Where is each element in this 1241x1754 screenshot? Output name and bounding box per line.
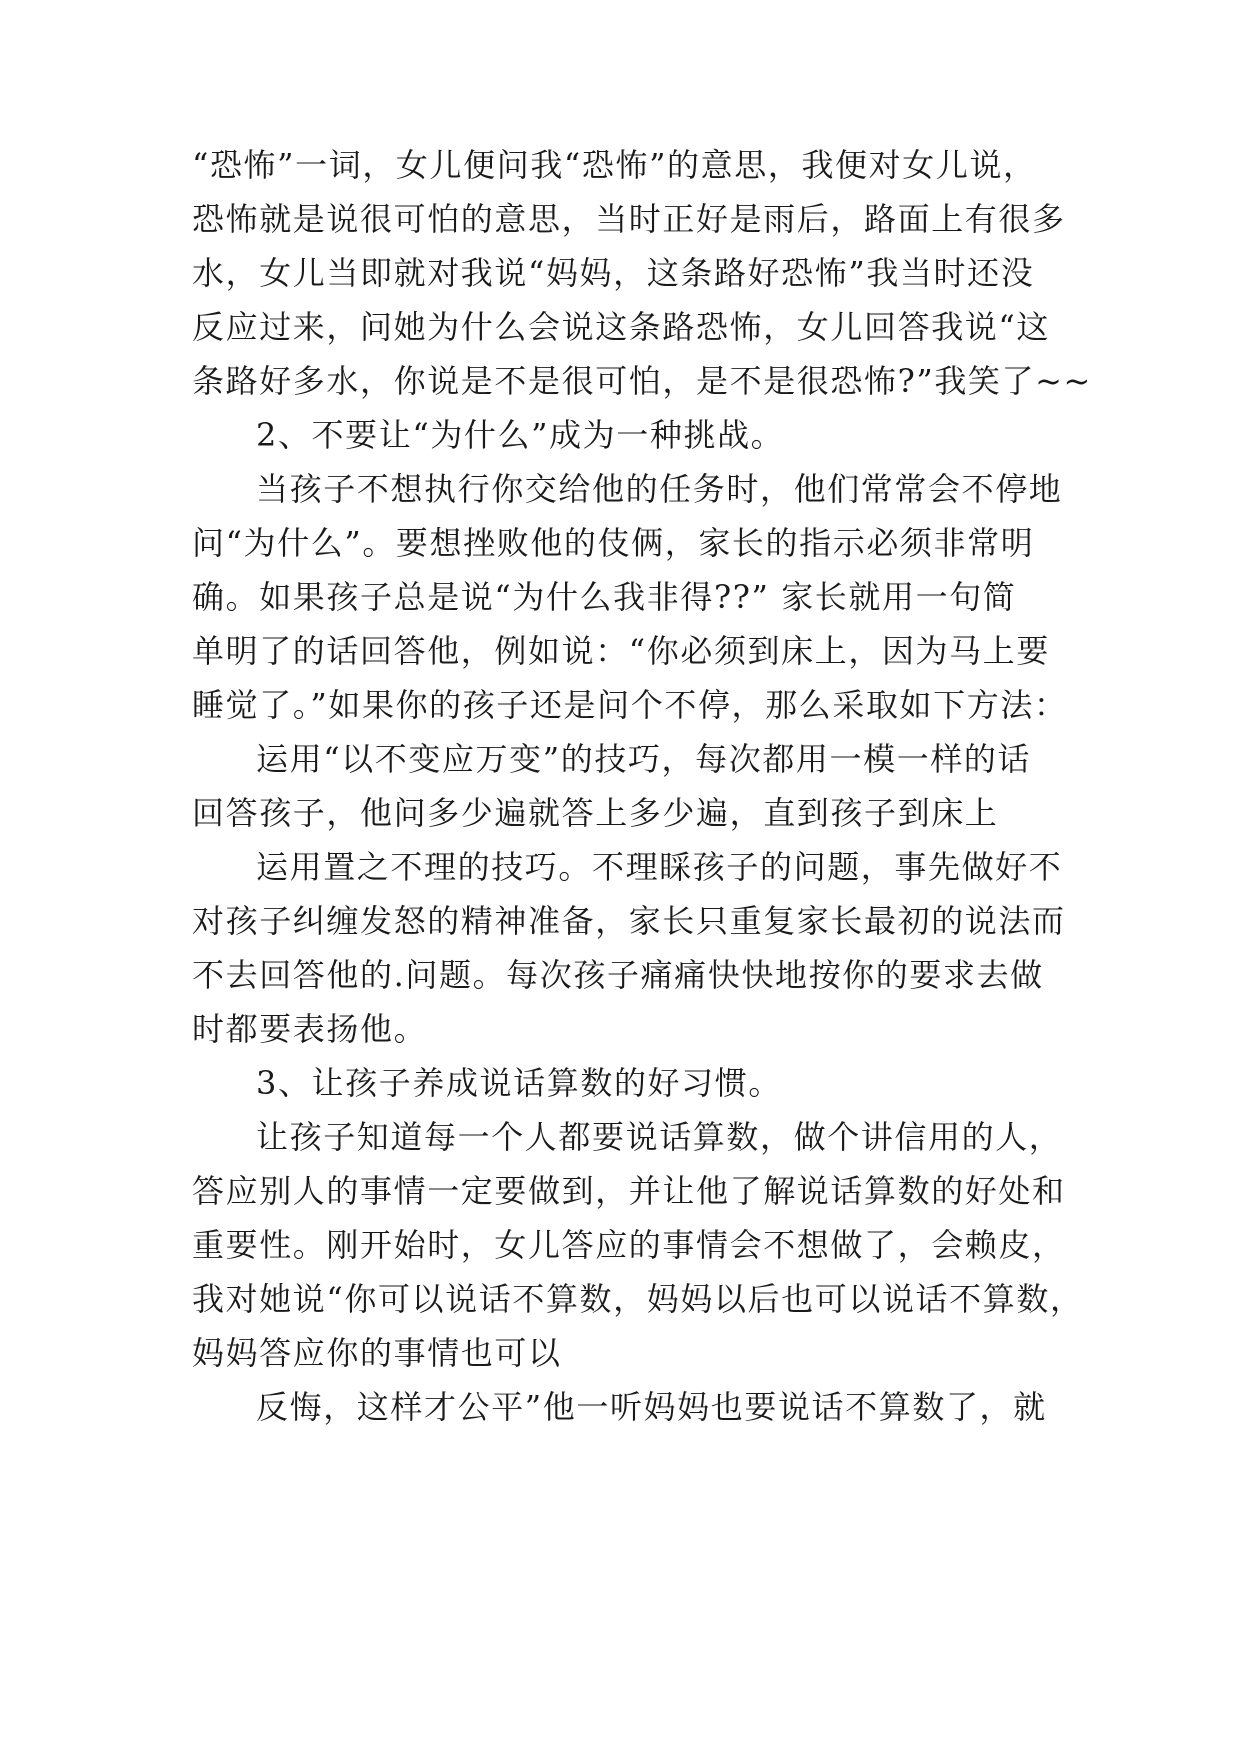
paragraph-start: 当孩子不想执行你交给他的任务时，他们常常会不停地 (256, 470, 1063, 508)
text-line: 单明了的话回答他，例如说：“你必须到床上，因为马上要 (192, 632, 1050, 670)
paragraph-start: 运用置之不理的技巧。不理睬孩子的问题，事先做好不 (256, 848, 1063, 886)
text-line: 重要性。刚开始时，女儿答应的事情会不想做了，会赖皮， (192, 1226, 1066, 1264)
text-line: 妈妈答应你的事情也可以 (192, 1334, 562, 1372)
text-line: 不去回答他的.问题。每次孩子痛痛快快地按你的要求去做 (192, 956, 1044, 994)
text-line: 确。如果孩子总是说“为什么我非得??” 家长就用一句简 (192, 578, 1017, 616)
text-line: 对孩子纠缠发怒的精神准备，家长只重复家长最初的说法而 (192, 902, 1066, 940)
text-line: 答应别人的事情一定要做到，并让他了解说话算数的好处和 (192, 1172, 1066, 1210)
text-line: 我对她说“你可以说话不算数，妈妈以后也可以说话不算数， (192, 1280, 1084, 1318)
text-line: 恐怖就是说很可怕的意思，当时正好是雨后，路面上有很多 (192, 200, 1066, 238)
text-line: 水，女儿当即就对我说“妈妈，这条路好恐怖”我当时还没 (192, 254, 1035, 292)
text-line: 睡觉了。”如果你的孩子还是问个不停，那么采取如下方法： (192, 686, 1068, 724)
paragraph-start: 运用“以不变应万变”的技巧，每次都用一模一样的话 (256, 740, 1032, 778)
text-line: 问“为什么”。要想挫败他的伎俩，家长的指示必须非常明 (192, 524, 1035, 562)
section-heading: 3、让孩子养成说话算数的好习惯。 (256, 1064, 782, 1102)
text-line: 时都要表扬他。 (192, 1010, 428, 1048)
paragraph-start: 反悔，这样才公平”他一听妈妈也要说话不算数了，就 (256, 1388, 1047, 1426)
text-line: 条路好多水，你说是不是很可怕，是不是很恐怖?”我笑了~~ (192, 362, 1092, 400)
section-heading: 2、不要让“为什么”成为一种挑战。 (256, 416, 785, 454)
text-line: 回答孩子，他问多少遍就答上多少遍，直到孩子到床上 (192, 794, 999, 832)
paragraph-start: 让孩子知道每一个人都要说话算数，做个讲信用的人， (256, 1118, 1063, 1156)
text-line: 反应过来，问她为什么会说这条路恐怖，女儿回答我说“这 (192, 308, 1050, 346)
text-line: “恐怖”一词，女儿便问我“恐怖”的意思，我便对女儿说， (192, 146, 1037, 184)
